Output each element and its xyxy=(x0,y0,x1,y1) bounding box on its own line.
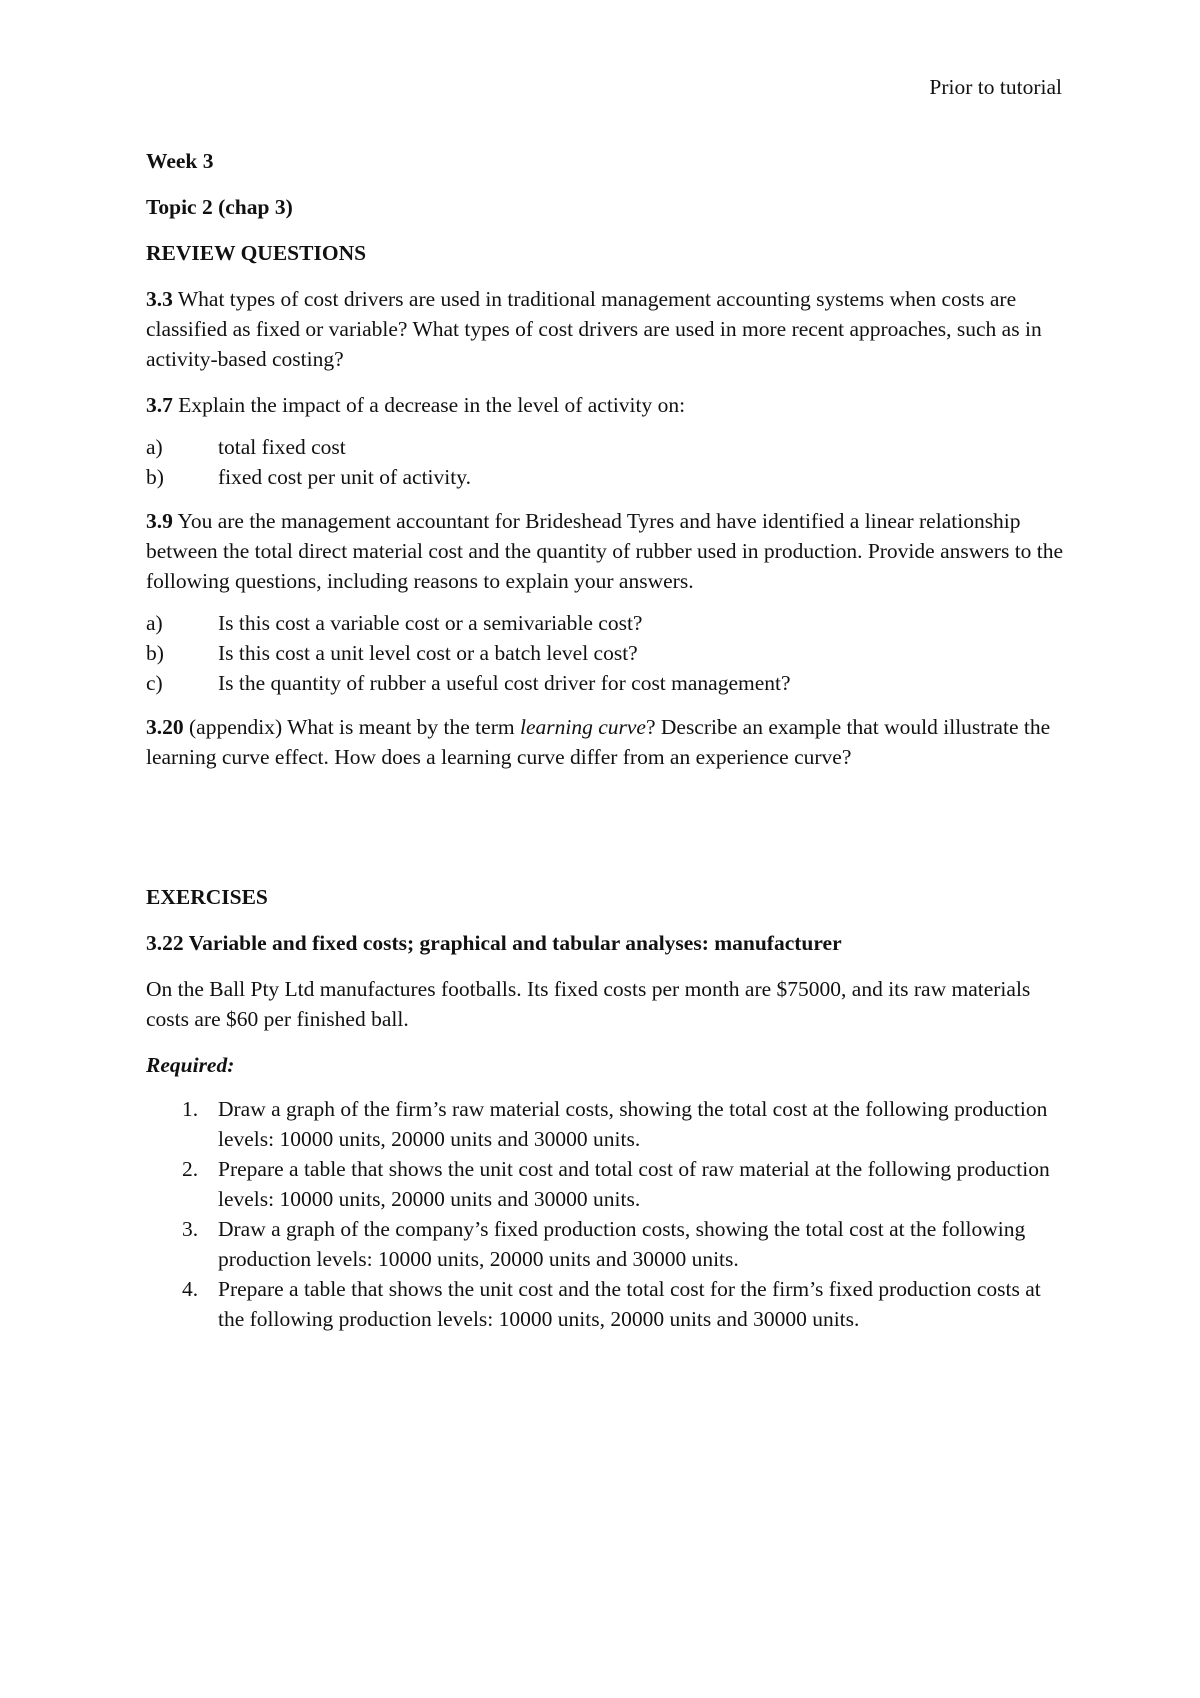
question-3-9-parts xyxy=(146,608,1066,698)
header-note: Prior to tutorial xyxy=(929,75,1062,99)
list-item-text: Draw a graph of the firm’s raw material costs, showing the total cost at the following production levels: 10000 units, 20000 units and 30000 units. xyxy=(218,1097,1048,1151)
list-item-text: fixed cost per unit of activity. xyxy=(218,465,471,489)
exercise-3-22-title: 3.22 Variable and fixed costs; graphical and tabular analyses: manufacturer xyxy=(146,931,842,955)
list-marker: b) xyxy=(146,465,164,489)
list-marker: 1. xyxy=(182,1097,199,1121)
list-item xyxy=(146,668,1066,698)
question-number: 3.7 xyxy=(146,393,173,417)
question-3-20 xyxy=(146,712,1066,772)
list-item-text: Is this cost a unit level cost or a batch level cost? xyxy=(218,641,638,665)
list-marker: b) xyxy=(146,641,164,665)
list-item-text: Is the quantity of rubber a useful cost driver for cost management? xyxy=(218,671,791,695)
list-item-text: Draw a graph of the company’s fixed production costs, showing the total cost at the following production levels: 10000 units, 20000 units and 30000 units. xyxy=(218,1217,1026,1271)
question-text: (appendix) What is meant by the term xyxy=(183,715,520,739)
exercise-3-22-text: On the Ball Pty Ltd manufactures footballs. Its fixed costs per month are $75000, and its raw materials costs are $60 per finished ball. xyxy=(146,977,1031,1031)
review-questions-heading: REVIEW QUESTIONS xyxy=(146,241,367,265)
question-3-9 xyxy=(146,506,1066,596)
list-marker: a) xyxy=(146,435,163,459)
exercise-3-22-requirements xyxy=(146,1094,1066,1334)
list-item xyxy=(146,638,1066,668)
question-number: 3.3 xyxy=(146,287,173,311)
section-spacer xyxy=(146,788,1066,882)
question-3-3 xyxy=(146,284,1066,374)
list-marker: 4. xyxy=(182,1277,199,1301)
question-number: 3.9 xyxy=(146,509,173,533)
document-body xyxy=(146,146,1066,1334)
topic-heading: Topic 2 (chap 3) xyxy=(146,195,293,219)
list-marker: 2. xyxy=(182,1157,199,1181)
list-item xyxy=(146,608,1066,638)
question-text: You are the management accountant for Brideshead Tyres and have identified a linear relationship between the total direct material cost and the quantity of rubber used in production. Provide answers to the following questions, including reasons to explain your answers. xyxy=(146,509,1064,593)
list-item xyxy=(146,1214,1066,1274)
list-marker: c) xyxy=(146,671,163,695)
list-item xyxy=(146,1094,1066,1154)
week-heading: Week 3 xyxy=(146,149,214,173)
list-item xyxy=(146,462,1066,492)
exercises-heading: EXERCISES xyxy=(146,885,268,909)
list-marker: 3. xyxy=(182,1217,199,1241)
required-label: Required: xyxy=(146,1053,235,1077)
term-learning-curve: learning curve xyxy=(519,715,646,739)
list-item-text: Prepare a table that shows the unit cost and the total cost for the firm’s fixed production costs at the following production levels: 10000 units, 20000 units and 30000 units. xyxy=(218,1277,1041,1331)
question-3-7 xyxy=(146,390,1066,420)
list-item-text: total fixed cost xyxy=(218,435,346,459)
list-item xyxy=(146,432,1066,462)
question-text: What types of cost drivers are used in traditional management accounting systems when costs are classified as fixed or variable? What types of cost drivers are used in more recent approaches, such as in activity-based costing? xyxy=(146,287,1042,371)
question-text: Explain the impact of a decrease in the level of activity on: xyxy=(172,393,686,417)
list-item-text: Is this cost a variable cost or a semivariable cost? xyxy=(218,611,643,635)
question-3-7-parts xyxy=(146,432,1066,492)
list-marker: a) xyxy=(146,611,163,635)
list-item xyxy=(146,1154,1066,1214)
list-item-text: Prepare a table that shows the unit cost and total cost of raw material at the following production levels: 10000 units, 20000 units and 30000 units. xyxy=(218,1157,1050,1211)
question-text-continued: ? Describe an example that would illustrate the learning curve effect. How does a learning curve differ from an experience curve? xyxy=(146,715,1051,769)
question-number: 3.20 xyxy=(146,715,184,739)
list-item xyxy=(146,1274,1066,1334)
